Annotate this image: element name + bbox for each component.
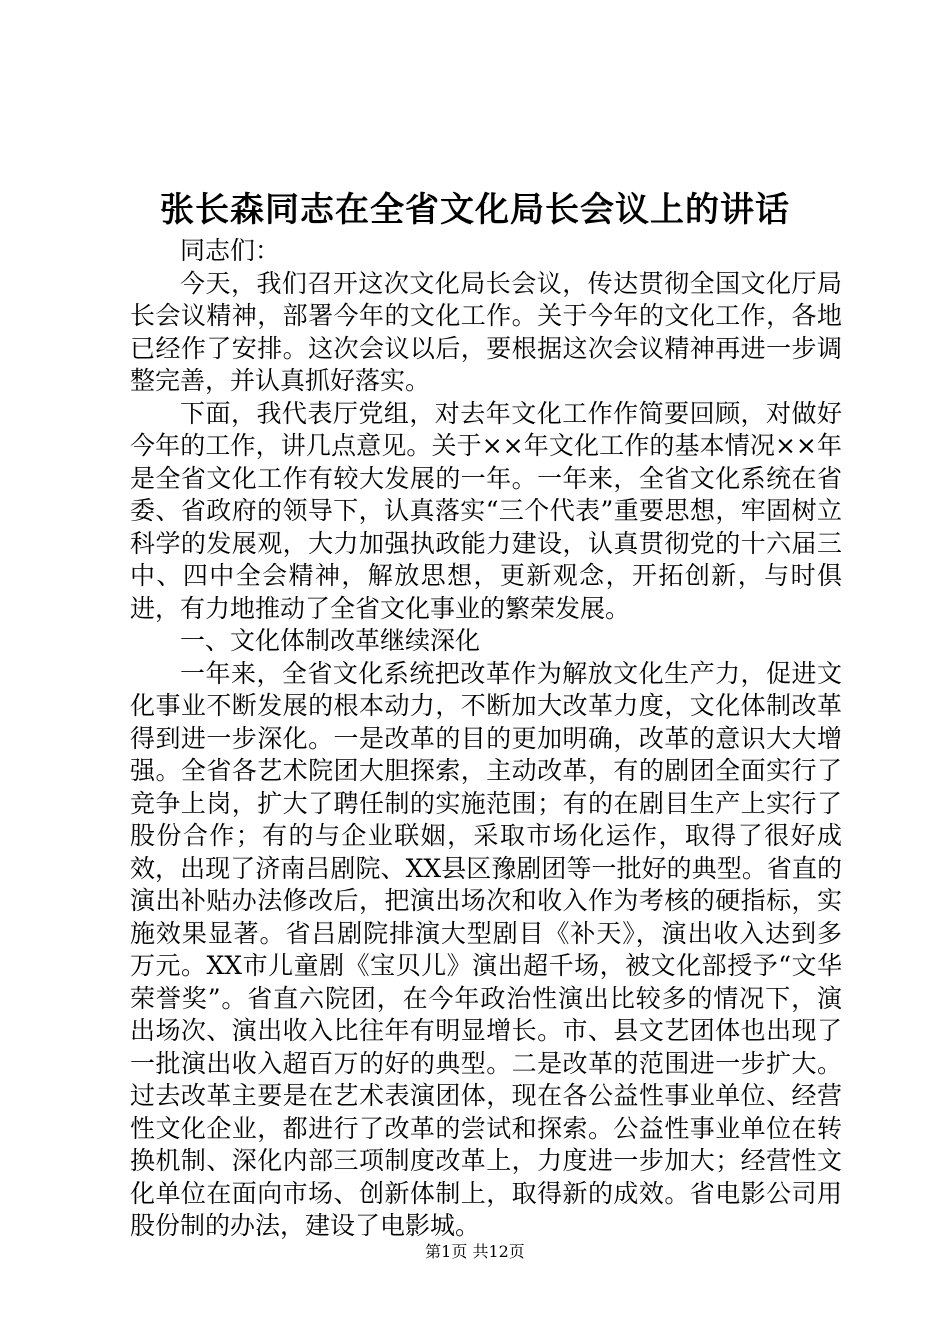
body-paragraph: 今天，我们召开这次文化局长会议，传达贯彻全国文化厅局长会议精神，部署今年的文化工作。关于今年的文化工作，各地已经作了安排。这次会议以后，要根据这次会议精神再进一步调整完善，并认真抓好落实。 [130, 268, 842, 395]
document-title: 张长森同志在全省文化局长会议上的讲话 [160, 190, 790, 230]
salutation-paragraph: 同志们： [180, 236, 281, 265]
body-paragraph: 一年来，全省文化系统把改革作为解放文化生产力，促进文化事业不断发展的根本动力，不断加大改革力度，文化体制改革得到进一步深化。一是改革的目的更加明确，改革的意识大大增强。全省各艺术院团大胆探索，主动改革，有的剧团全面实行了竞争上岗，扩大了聘任制的实施范围；有的在剧目生产上实行了股份合作；有的与企业联姻，采取市场化运作，取得了很好成效，出现了济南吕剧院、XX县区豫剧团等一批好的典型。省直的演出补贴办法修改后，把演出场次和收入作为考核的硬指标，实施效果显著。省吕剧院排演大型剧目《补天》，演出收入达到多万元。XX市儿童剧《宝贝儿》演出超千场，被文化部授予“文华荣誉奖”。省直六院团，在今年政治性演出比较多的情况下，演出场次、演出收入比往年有明显增长。市、县文艺团体也出现了一批演出收入超百万的好的典型。二是改革的范围进一步扩大。过去改革主要是在艺术表演团体，现在各公益性事业单位、经营性文化企业，都进行了改革的尝试和探索。公益性事业单位在转换机制、深化内部三项制度改革上，力度进一步加大；经营性文化单位在面向市场、创新体制上，取得新的成效。省电影公司用股份制的办法，建设了电影城。 [130, 658, 842, 1240]
body-paragraph: 下面，我代表厅党组，对去年文化工作作简要回顾，对做好今年的工作，讲几点意见。关于××年文化工作的基本情况××年是全省文化工作有较大发展的一年。一年来，全省文化系统在省委、省政府的领导下，认真落实“三个代表”重要思想，牢固树立科学的发展观，大力加强执政能力建设，认真贯彻党的十六届三中、四中全会精神，解放思想，更新观念，开拓创新，与时俱进，有力地推动了全省文化事业的繁荣发展。 [130, 398, 842, 623]
section-heading: 一、文化体制改革继续深化 [180, 626, 481, 655]
page-number-footer: 第1页 共12页 [425, 1242, 525, 1261]
document-body [130, 235, 842, 1243]
